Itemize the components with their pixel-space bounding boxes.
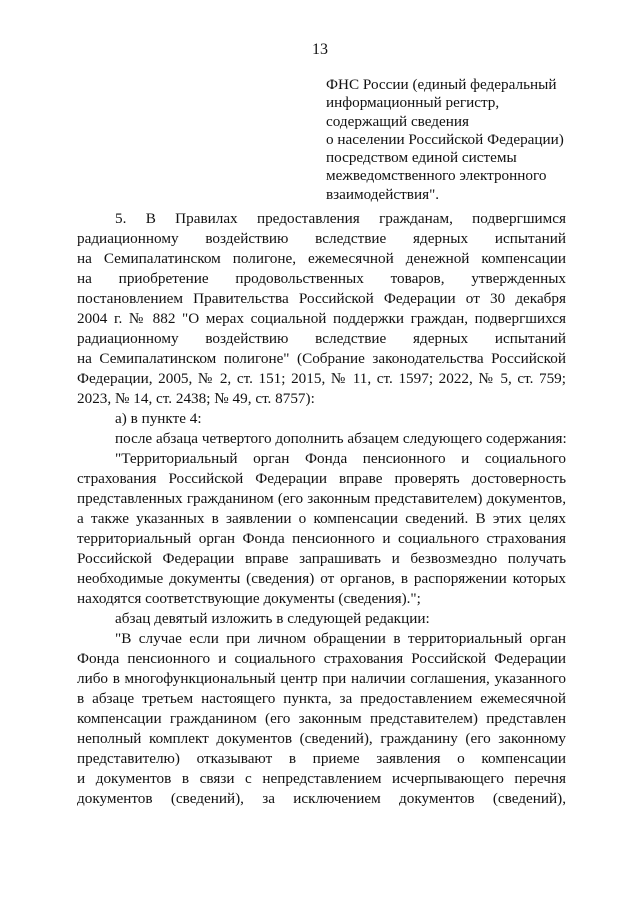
quoted-block-line: информационный регистр, (326, 94, 500, 112)
body-text-line: радиационному воздействию вследствие ядерных испытаний (77, 330, 566, 347)
body-text-line: абзац девятый изложить в следующей редакции: (115, 610, 430, 627)
body-text-line: 2023, № 14, ст. 2438; № 49, ст. 8757): (77, 390, 315, 407)
body-text-line: на Семипалатинском полигоне, ежемесячной денежной компенсации (77, 250, 566, 267)
body-text-line: постановлением Правительства Российской Федерации от 30 декабря (77, 290, 566, 307)
body-text-line: либо в многофункциональный центр при наличии соглашения, указанного (77, 670, 566, 687)
body-text-line: необходимые документы (сведения) от органов, в распоряжении которых (77, 570, 566, 587)
document-body (77, 209, 566, 809)
quoted-block-line: взаимодействия". (326, 185, 440, 203)
page-number: 13 (312, 41, 328, 58)
body-text-line: "Территориальный орган Фонда пенсионного и социального (115, 450, 566, 467)
body-text-line: 2004 г. № 882 "О мерах социальной поддержки граждан, подвергшихся (77, 310, 566, 327)
body-text-line: на приобретение продовольственных товаров, утвержденных (77, 270, 566, 287)
body-text-line: находятся соответствующие документы (сведения)."; (77, 590, 421, 607)
body-text-line: территориальный орган Фонда пенсионного и социального страхования (77, 530, 566, 547)
body-text-line: документов (сведений), за исключением документов (сведений), (77, 790, 566, 807)
body-text-line: неполный комплект документов (сведений), гражданину (его законному (77, 730, 566, 747)
body-text-line: и документов в связи с непредставлением исчерпывающего перечня (77, 770, 566, 787)
body-text-line: представителю) отказывают в приеме заявления о компенсации (77, 750, 566, 767)
body-text-line: страхования Российской Федерации вправе проверять достоверность (77, 470, 566, 487)
quoted-block-line: о населении Российской Федерации) (326, 130, 564, 148)
body-text-line: в абзаце третьем настоящего пункта, за предоставлением ежемесячной (77, 690, 566, 707)
body-text-line: а) в пункте 4: (115, 410, 202, 427)
body-text-line: Российской Федерации вправе запрашивать и безвозмездно получать (77, 550, 566, 567)
body-text-line: 5. В Правилах предоставления гражданам, подвергшимся (115, 210, 566, 227)
quoted-continuation-block (326, 76, 576, 204)
quoted-block-line: содержащий сведения (326, 112, 470, 130)
body-text-line: представленных гражданином (его законным представителем) документов, (77, 490, 566, 507)
body-text-line: Федерации, 2005, № 2, ст. 151; 2015, № 11, ст. 1597; 2022, № 5, ст. 759; (77, 370, 566, 387)
body-text-line: а также указанных в заявлении о компенсации сведений. В этих целях (77, 510, 566, 527)
body-text-line: на Семипалатинском полигоне" (Собрание законодательства Российской (77, 350, 566, 367)
quoted-block-line: межведомственного электронного (326, 167, 547, 185)
quoted-block-line: посредством единой системы (326, 149, 517, 167)
body-text-line: Фонда пенсионного и социального страхования Российской Федерации (77, 650, 566, 667)
body-text-line: "В случае если при личном обращении в территориальный орган (115, 630, 566, 647)
body-text-line: после абзаца четвертого дополнить абзацем следующего содержания: (115, 430, 567, 447)
body-text-line: компенсации гражданином (его законным представителем) представлен (77, 710, 566, 727)
body-text-line: радиационному воздействию вследствие ядерных испытаний (77, 230, 566, 247)
quoted-block-line: ФНС России (единый федеральный (326, 76, 557, 93)
